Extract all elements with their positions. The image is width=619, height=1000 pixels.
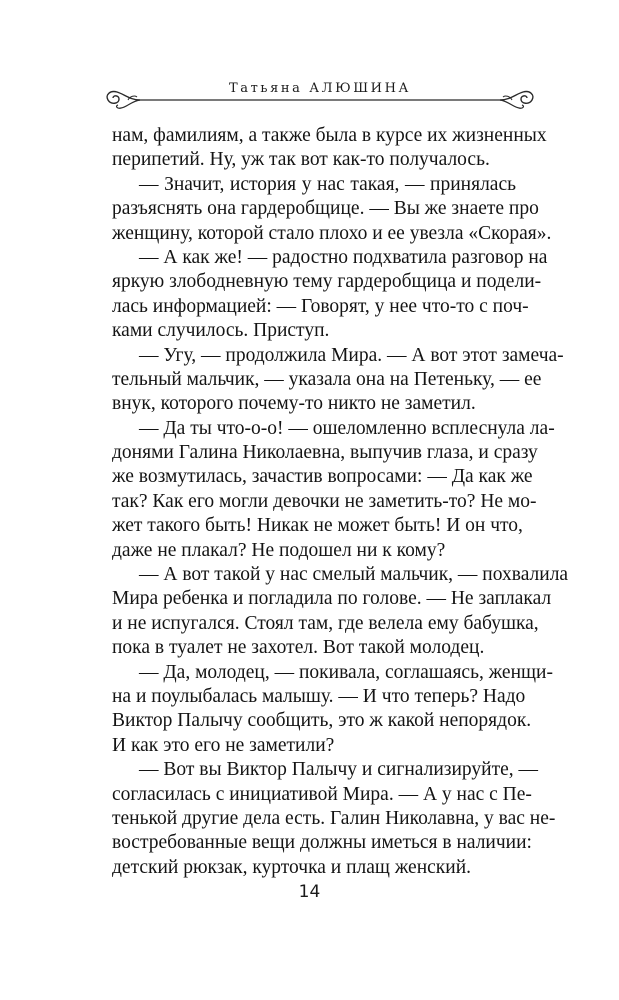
text-line: Мира ребенка и погладила по голове. — Не заплакал bbox=[112, 588, 552, 610]
text-line: так? Как его могли девочки не заметить-то? Не мо- bbox=[112, 490, 537, 512]
text-line: детский рюкзак, курточка и плащ женский. bbox=[112, 856, 471, 878]
text-line: даже не плакал? Не подошел ни к кому? bbox=[112, 539, 446, 561]
text-line: — А вот такой у нас смелый мальчик, — похвалила bbox=[139, 564, 569, 586]
text-line: — А как же! — радостно подхватила разговор на bbox=[139, 246, 548, 268]
text-line: женщину, которой стало плохо и ее увезла «Скорая». bbox=[112, 222, 552, 244]
body-text bbox=[112, 124, 569, 880]
text-line: ками случилось. Приступ. bbox=[112, 320, 330, 342]
text-line: на и поулыбалась малышу. — И что теперь? Надо bbox=[112, 685, 526, 707]
text-line: разъяснять она гардеробщице. — Вы же знаете про bbox=[112, 198, 539, 220]
text-line: — Да ты что-о-о! — ошеломленно всплеснула ла- bbox=[139, 417, 555, 439]
text-line: тельный мальчик, — указала она на Петеньку, — ее bbox=[112, 368, 542, 390]
text-line: жет такого быть! Никак не может быть! И он что, bbox=[112, 515, 523, 537]
text-line: — Да, молодец, — покивала, соглашаясь, женщи- bbox=[139, 661, 553, 683]
text-line: тенькой другие дела есть. Галин Николавна, у вас не- bbox=[112, 807, 556, 829]
text-line: перипетий. Ну, уж так вот как-то получалось. bbox=[112, 149, 490, 171]
text-line: востребованные вещи должны иметься в наличии: bbox=[112, 832, 532, 854]
page-number: 14 bbox=[298, 882, 321, 902]
text-line: лась информацией: — Говорят, у нее что-то с поч- bbox=[112, 295, 529, 317]
text-line: — Вот вы Виктор Палычу и сигнализируйте, — bbox=[139, 759, 538, 781]
text-line: донями Галина Николаевна, выпучив глаза, и сразу bbox=[112, 442, 538, 464]
text-line: нам, фамилиям, а также была в курсе их жизненных bbox=[112, 125, 547, 146]
text-line: пока в туалет не захотел. Вот такой молодец. bbox=[112, 637, 485, 659]
text-line: и не испугался. Стоял там, где велела ему бабушка, bbox=[112, 612, 539, 634]
text-line: Виктор Палычу сообщить, это ж какой непорядок. bbox=[112, 710, 532, 732]
text-line: яркую злободневную тему гардеробщица и подели- bbox=[112, 271, 542, 293]
text-line: согласилась с инициативой Мира. — А у нас с Пе- bbox=[112, 783, 532, 805]
text-line: внук, которого почему-то никто не заметил. bbox=[112, 393, 476, 415]
text-line: же возмутилась, зачастив вопросами: — Да как же bbox=[112, 466, 533, 488]
text-line: И как это его не заметили? bbox=[112, 734, 335, 756]
text-line: — Значит, история у нас такая, — принялась bbox=[139, 173, 516, 195]
text-line: — Угу, — продолжила Мира. — А вот этот замеча- bbox=[139, 344, 564, 366]
running-header bbox=[100, 78, 540, 120]
running-title: Татьяна АЛЮШИНА bbox=[229, 81, 411, 96]
